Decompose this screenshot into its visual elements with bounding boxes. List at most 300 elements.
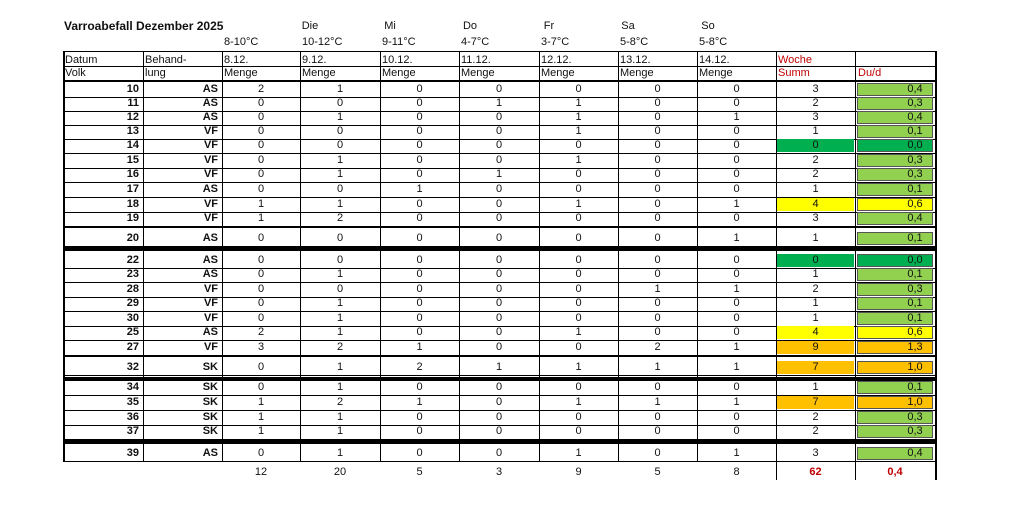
value-cell: 1 bbox=[575, 447, 582, 459]
value-cell: 0 bbox=[495, 447, 503, 459]
sheet-title: Varroabefall Dezember 2025 bbox=[64, 19, 224, 33]
value-cell: 0 bbox=[495, 312, 503, 324]
value-cell: 0 bbox=[733, 97, 740, 109]
sum-cell: 4 bbox=[812, 326, 819, 338]
dud-cell: 0,0 bbox=[907, 254, 923, 266]
value-cell: 1 bbox=[336, 361, 344, 373]
header-behandlung-1: Behand- bbox=[145, 54, 187, 66]
volk-cell: 11 bbox=[127, 97, 139, 109]
value-cell: 1 bbox=[733, 232, 740, 244]
value-cell: 0 bbox=[257, 361, 265, 373]
value-cell: 0 bbox=[495, 111, 503, 123]
value-cell: 0 bbox=[416, 268, 423, 280]
group-separator bbox=[63, 247, 936, 251]
value-cell: 0 bbox=[495, 381, 503, 393]
volk-cell: 34 bbox=[126, 381, 139, 393]
value-cell: 0 bbox=[257, 139, 265, 151]
value-cell: 0 bbox=[733, 254, 740, 266]
value-cell: 1 bbox=[495, 97, 503, 109]
column-line bbox=[618, 51, 619, 462]
volk-cell: 29 bbox=[126, 297, 139, 309]
value-cell: 0 bbox=[654, 312, 661, 324]
value-cell: 0 bbox=[733, 168, 740, 180]
value-cell: 1 bbox=[336, 447, 344, 459]
group-separator bbox=[63, 377, 936, 381]
value-cell: 1 bbox=[733, 283, 740, 295]
value-cell: 0 bbox=[336, 139, 344, 151]
value-cell: 0 bbox=[416, 232, 423, 244]
value-cell: 0 bbox=[416, 125, 423, 137]
total-cell: 5 bbox=[416, 466, 423, 478]
value-cell: 0 bbox=[416, 97, 423, 109]
value-cell: 1 bbox=[575, 154, 582, 166]
dud-cell: 0,1 bbox=[907, 297, 923, 309]
value-cell: 0 bbox=[654, 83, 661, 95]
value-cell: 1 bbox=[336, 168, 344, 180]
header-top-line bbox=[63, 51, 936, 52]
day-unit: Menge bbox=[382, 67, 416, 79]
dud-cell: 0,4 bbox=[907, 212, 923, 224]
dud-cell: 0,1 bbox=[907, 312, 923, 324]
value-cell: 1 bbox=[336, 111, 344, 123]
volk-cell: 19 bbox=[126, 212, 139, 224]
value-cell: 1 bbox=[416, 396, 423, 408]
day-unit: Menge bbox=[541, 67, 575, 79]
dud-cell: 0,1 bbox=[907, 125, 923, 137]
value-cell: 0 bbox=[575, 83, 582, 95]
behandlung-cell: AS bbox=[202, 254, 218, 266]
volk-cell: 12 bbox=[126, 111, 139, 123]
value-cell: 0 bbox=[733, 326, 740, 338]
volk-cell: 27 bbox=[126, 341, 139, 353]
row-line bbox=[63, 461, 936, 462]
value-cell: 0 bbox=[336, 283, 344, 295]
column-line bbox=[222, 51, 223, 462]
value-cell: 0 bbox=[733, 125, 740, 137]
value-cell: 0 bbox=[733, 312, 740, 324]
value-cell: 1 bbox=[733, 361, 740, 373]
day-temperature: 9-11°C bbox=[382, 36, 416, 48]
day-temperature: 4-7°C bbox=[461, 36, 490, 48]
volk-cell: 14 bbox=[126, 139, 139, 151]
value-cell: 1 bbox=[575, 361, 582, 373]
day-date: 10.12. bbox=[382, 54, 413, 66]
total-cell: 3 bbox=[495, 466, 503, 478]
value-cell: 2 bbox=[336, 396, 344, 408]
day-name: So bbox=[701, 20, 715, 32]
value-cell: 2 bbox=[336, 341, 344, 353]
value-cell: 0 bbox=[654, 381, 661, 393]
dud-cell: 0,1 bbox=[907, 381, 923, 393]
day-name: Mi bbox=[384, 20, 396, 32]
column-line bbox=[63, 51, 65, 462]
sum-cell: 2 bbox=[812, 411, 819, 423]
volk-cell: 28 bbox=[126, 283, 139, 295]
value-cell: 0 bbox=[654, 139, 661, 151]
value-cell: 0 bbox=[495, 268, 503, 280]
value-cell: 1 bbox=[733, 396, 740, 408]
volk-cell: 36 bbox=[126, 411, 139, 423]
value-cell: 0 bbox=[654, 232, 661, 244]
dud-cell: 1,0 bbox=[907, 361, 923, 373]
day-unit: Menge bbox=[302, 67, 336, 79]
total-cell: 9 bbox=[575, 466, 582, 478]
group-separator bbox=[63, 440, 936, 444]
value-cell: 1 bbox=[416, 183, 423, 195]
value-cell: 2 bbox=[654, 341, 661, 353]
sum-cell: 2 bbox=[812, 97, 819, 109]
header-dud: Du/d bbox=[858, 67, 882, 79]
value-cell: 0 bbox=[654, 198, 661, 210]
value-cell: 0 bbox=[495, 198, 503, 210]
value-cell: 0 bbox=[495, 232, 503, 244]
dud-cell: 0,6 bbox=[907, 326, 923, 338]
value-cell: 1 bbox=[575, 125, 582, 137]
value-cell: 0 bbox=[416, 381, 423, 393]
value-cell: 1 bbox=[336, 83, 344, 95]
value-cell: 0 bbox=[416, 326, 423, 338]
value-cell: 0 bbox=[654, 111, 661, 123]
header-woche: Woche bbox=[778, 54, 813, 66]
dud-cell: 0,3 bbox=[907, 97, 923, 109]
day-unit: Menge bbox=[620, 67, 654, 79]
sum-cell: 2 bbox=[812, 425, 819, 437]
volk-cell: 22 bbox=[126, 254, 139, 266]
value-cell: 0 bbox=[733, 83, 740, 95]
value-cell: 0 bbox=[257, 381, 265, 393]
value-cell: 0 bbox=[336, 97, 344, 109]
value-cell: 0 bbox=[654, 168, 661, 180]
value-cell: 0 bbox=[733, 381, 740, 393]
column-line bbox=[855, 51, 856, 462]
day-name: Do bbox=[462, 20, 478, 32]
value-cell: 0 bbox=[575, 341, 582, 353]
sum-cell: 1 bbox=[812, 232, 819, 244]
value-cell: 0 bbox=[575, 411, 582, 423]
value-cell: 0 bbox=[654, 183, 661, 195]
day-unit: Menge bbox=[461, 67, 495, 79]
sum-cell: 2 bbox=[812, 283, 819, 295]
value-cell: 0 bbox=[416, 312, 423, 324]
value-cell: 2 bbox=[416, 361, 423, 373]
volk-cell: 25 bbox=[126, 326, 139, 338]
behandlung-cell: VF bbox=[203, 139, 218, 151]
value-cell: 0 bbox=[257, 283, 265, 295]
value-cell: 1 bbox=[336, 268, 344, 280]
behandlung-cell: AS bbox=[202, 326, 218, 338]
sum-cell: 4 bbox=[812, 198, 819, 210]
value-cell: 0 bbox=[336, 183, 344, 195]
value-cell: 0 bbox=[495, 283, 503, 295]
dud-cell: 0,1 bbox=[907, 183, 923, 195]
value-cell: 1 bbox=[575, 198, 582, 210]
value-cell: 0 bbox=[336, 232, 344, 244]
value-cell: 0 bbox=[733, 297, 740, 309]
column-line bbox=[300, 51, 301, 462]
value-cell: 0 bbox=[257, 268, 265, 280]
value-cell: 0 bbox=[495, 125, 503, 137]
value-cell: 0 bbox=[257, 168, 265, 180]
dud-cell: 0,1 bbox=[907, 268, 923, 280]
sum-cell: 7 bbox=[812, 361, 819, 373]
value-cell: 0 bbox=[257, 297, 265, 309]
value-cell: 0 bbox=[575, 254, 582, 266]
volk-cell: 39 bbox=[126, 447, 139, 459]
value-cell: 0 bbox=[495, 139, 503, 151]
sum-cell: 3 bbox=[812, 447, 819, 459]
day-date: 13.12. bbox=[620, 54, 651, 66]
behandlung-cell: VF bbox=[203, 198, 218, 210]
sum-cell: 9 bbox=[812, 341, 819, 353]
behandlung-cell: SK bbox=[202, 396, 218, 408]
dud-cell: 0,4 bbox=[907, 111, 923, 123]
value-cell: 0 bbox=[654, 97, 661, 109]
value-cell: 0 bbox=[733, 154, 740, 166]
value-cell: 1 bbox=[733, 447, 740, 459]
sum-cell: 0 bbox=[812, 139, 819, 151]
value-cell: 0 bbox=[654, 411, 661, 423]
header-datum: Datum bbox=[65, 54, 98, 66]
value-cell: 0 bbox=[575, 425, 582, 437]
value-cell: 2 bbox=[336, 212, 344, 224]
value-cell: 0 bbox=[733, 139, 740, 151]
day-unit: Menge bbox=[699, 67, 733, 79]
sum-cell: 3 bbox=[812, 111, 819, 123]
sum-cell: 1 bbox=[812, 312, 819, 324]
header-bottom-line bbox=[63, 80, 936, 82]
value-cell: 1 bbox=[575, 396, 582, 408]
day-temperature: 8-10°C bbox=[224, 36, 259, 48]
behandlung-cell: SK bbox=[202, 411, 218, 423]
dud-cell: 0,3 bbox=[907, 154, 923, 166]
value-cell: 1 bbox=[733, 111, 740, 123]
value-cell: 0 bbox=[495, 212, 503, 224]
value-cell: 1 bbox=[257, 212, 265, 224]
value-cell: 0 bbox=[336, 125, 344, 137]
dud-cell: 0,1 bbox=[907, 232, 923, 244]
day-temperature: 3-7°C bbox=[541, 36, 570, 48]
value-cell: 0 bbox=[416, 168, 423, 180]
value-cell: 1 bbox=[575, 97, 582, 109]
value-cell: 1 bbox=[336, 381, 344, 393]
value-cell: 0 bbox=[654, 212, 661, 224]
value-cell: 1 bbox=[336, 425, 344, 437]
value-cell: 0 bbox=[654, 326, 661, 338]
value-cell: 1 bbox=[575, 326, 582, 338]
value-cell: 0 bbox=[575, 381, 582, 393]
sum-cell: 3 bbox=[812, 212, 819, 224]
value-cell: 0 bbox=[575, 212, 582, 224]
value-cell: 0 bbox=[654, 425, 661, 437]
value-cell: 0 bbox=[257, 254, 265, 266]
day-name: Die bbox=[301, 20, 319, 32]
header-volk: Volk bbox=[65, 67, 86, 79]
value-cell: 0 bbox=[495, 341, 503, 353]
dud-cell: 0,3 bbox=[907, 168, 923, 180]
value-cell: 0 bbox=[416, 254, 423, 266]
behandlung-cell: VF bbox=[203, 154, 218, 166]
day-name: Sa bbox=[621, 20, 635, 32]
dud-cell: 0,6 bbox=[907, 198, 923, 210]
value-cell: 3 bbox=[257, 341, 265, 353]
dud-cell: 0,3 bbox=[907, 411, 923, 423]
volk-cell: 20 bbox=[126, 232, 139, 244]
day-temperature: 10-12°C bbox=[302, 36, 343, 48]
value-cell: 0 bbox=[654, 268, 661, 280]
value-cell: 0 bbox=[495, 411, 503, 423]
behandlung-cell: AS bbox=[202, 183, 218, 195]
total-cell: 20 bbox=[333, 466, 347, 478]
dud-cell: 0,0 bbox=[907, 139, 923, 151]
header-behandlung-2: lung bbox=[145, 67, 166, 79]
day-name: Fr bbox=[543, 20, 555, 32]
column-line bbox=[380, 51, 381, 462]
dud-cell: 0,4 bbox=[907, 83, 923, 95]
day-date: 14.12. bbox=[699, 54, 730, 66]
sum-cell: 1 bbox=[812, 381, 819, 393]
dud-cell: 0,3 bbox=[907, 425, 923, 437]
value-cell: 1 bbox=[336, 297, 344, 309]
sum-cell: 0 bbox=[812, 254, 819, 266]
group-gap-line bbox=[63, 356, 936, 357]
header-summ: Summ bbox=[778, 67, 810, 79]
value-cell: 0 bbox=[495, 396, 503, 408]
behandlung-cell: AS bbox=[202, 97, 218, 109]
value-cell: 0 bbox=[257, 183, 265, 195]
total-cell: 8 bbox=[733, 466, 740, 478]
value-cell: 0 bbox=[257, 97, 265, 109]
value-cell: 0 bbox=[257, 125, 265, 137]
value-cell: 0 bbox=[416, 411, 423, 423]
value-cell: 1 bbox=[336, 411, 344, 423]
behandlung-cell: SK bbox=[202, 361, 218, 373]
value-cell: 0 bbox=[416, 283, 423, 295]
value-cell: 0 bbox=[336, 254, 344, 266]
value-cell: 1 bbox=[495, 168, 503, 180]
column-line bbox=[935, 51, 937, 480]
total-cell: 5 bbox=[654, 466, 661, 478]
sum-cell: 2 bbox=[812, 154, 819, 166]
total-cell: 12 bbox=[254, 466, 268, 478]
value-cell: 0 bbox=[416, 83, 423, 95]
row-line bbox=[63, 375, 936, 376]
day-date: 12.12. bbox=[541, 54, 572, 66]
volk-cell: 37 bbox=[126, 425, 139, 437]
value-cell: 0 bbox=[733, 212, 740, 224]
value-cell: 1 bbox=[336, 312, 344, 324]
value-cell: 0 bbox=[257, 111, 265, 123]
value-cell: 1 bbox=[336, 154, 344, 166]
behandlung-cell: VF bbox=[203, 297, 218, 309]
volk-cell: 23 bbox=[126, 268, 139, 280]
dud-cell: 0,4 bbox=[907, 447, 923, 459]
value-cell: 1 bbox=[257, 396, 265, 408]
value-cell: 0 bbox=[495, 425, 503, 437]
header-mid-line bbox=[63, 66, 936, 67]
value-cell: 1 bbox=[575, 111, 582, 123]
value-cell: 0 bbox=[495, 326, 503, 338]
value-cell: 1 bbox=[416, 341, 423, 353]
sum-cell: 7 bbox=[812, 396, 819, 408]
sum-cell: 2 bbox=[812, 168, 819, 180]
day-date: 11.12. bbox=[461, 54, 491, 66]
day-date: 8.12. bbox=[224, 54, 249, 66]
dud-cell: 1,0 bbox=[907, 396, 923, 408]
value-cell: 0 bbox=[654, 254, 661, 266]
day-unit: Menge bbox=[224, 67, 258, 79]
value-cell: 0 bbox=[654, 297, 661, 309]
volk-cell: 16 bbox=[126, 168, 139, 180]
value-cell: 1 bbox=[733, 198, 740, 210]
column-line bbox=[776, 51, 777, 462]
column-line bbox=[459, 51, 460, 462]
value-cell: 0 bbox=[575, 232, 582, 244]
column-line bbox=[539, 51, 540, 462]
behandlung-cell: VF bbox=[203, 312, 218, 324]
value-cell: 0 bbox=[416, 425, 423, 437]
value-cell: 0 bbox=[495, 254, 503, 266]
value-cell: 0 bbox=[575, 183, 582, 195]
value-cell: 0 bbox=[257, 232, 265, 244]
sum-cell: 1 bbox=[812, 125, 819, 137]
sum-cell: 1 bbox=[812, 183, 819, 195]
volk-cell: 15 bbox=[126, 154, 139, 166]
value-cell: 0 bbox=[654, 154, 661, 166]
value-cell: 1 bbox=[257, 198, 265, 210]
column-line bbox=[697, 51, 698, 462]
value-cell: 0 bbox=[495, 297, 503, 309]
value-cell: 0 bbox=[416, 198, 423, 210]
value-cell: 1 bbox=[257, 411, 265, 423]
behandlung-cell: VF bbox=[203, 168, 218, 180]
value-cell: 0 bbox=[733, 268, 740, 280]
value-cell: 0 bbox=[257, 312, 265, 324]
value-cell: 2 bbox=[257, 326, 265, 338]
value-cell: 0 bbox=[416, 297, 423, 309]
behandlung-cell: AS bbox=[202, 111, 218, 123]
value-cell: 1 bbox=[654, 283, 661, 295]
day-temperature: 5-8°C bbox=[699, 36, 728, 48]
value-cell: 0 bbox=[416, 154, 423, 166]
dud-cell: 0,3 bbox=[907, 283, 923, 295]
value-cell: 0 bbox=[416, 212, 423, 224]
sum-cell: 1 bbox=[812, 268, 819, 280]
volk-cell: 17 bbox=[126, 183, 139, 195]
volk-cell: 30 bbox=[126, 312, 139, 324]
volk-cell: 10 bbox=[126, 83, 139, 95]
value-cell: 1 bbox=[495, 361, 503, 373]
value-cell: 0 bbox=[495, 183, 503, 195]
value-cell: 0 bbox=[575, 312, 582, 324]
value-cell: 0 bbox=[495, 154, 503, 166]
value-cell: 0 bbox=[575, 283, 582, 295]
total-sum: 62 bbox=[809, 466, 822, 478]
value-cell: 0 bbox=[733, 411, 740, 423]
value-cell: 0 bbox=[654, 125, 661, 137]
sum-cell: 1 bbox=[812, 297, 819, 309]
total-dud: 0,4 bbox=[887, 466, 903, 478]
value-cell: 0 bbox=[575, 297, 582, 309]
value-cell: 1 bbox=[257, 425, 265, 437]
sum-cell: 3 bbox=[812, 83, 819, 95]
volk-cell: 32 bbox=[126, 361, 139, 373]
behandlung-cell: VF bbox=[203, 341, 218, 353]
dud-cell: 1,3 bbox=[907, 341, 923, 353]
value-cell: 0 bbox=[733, 425, 740, 437]
value-cell: 0 bbox=[654, 447, 661, 459]
value-cell: 1 bbox=[336, 326, 344, 338]
behandlung-cell: AS bbox=[202, 447, 218, 459]
